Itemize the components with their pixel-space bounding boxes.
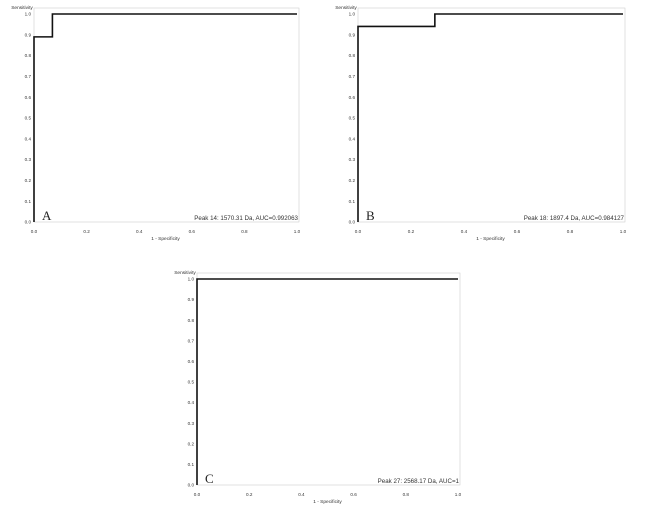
x-tick-label: 0.4 <box>298 492 305 497</box>
roc-curve <box>34 14 297 222</box>
y-tick-label: 0.0 <box>187 482 194 488</box>
x-tick-label: 0.6 <box>350 492 357 497</box>
y-tick-label: 0.2 <box>187 441 194 447</box>
y-tick-label: 0.4 <box>187 400 194 406</box>
panel-letter: B <box>366 208 375 223</box>
y-tick-label: 0.4 <box>24 136 31 142</box>
y-tick-label: 0.8 <box>24 53 31 59</box>
x-axis-title: 1 - Specificity <box>476 237 505 242</box>
y-tick-label: 1.0 <box>24 11 31 17</box>
y-axis-title: Sensitivity <box>11 6 33 11</box>
auc-annotation: Peak 27: 2568.17 Da, AUC=1 <box>377 478 459 485</box>
y-tick-label: 0.1 <box>348 198 355 204</box>
x-tick-label: 0.2 <box>246 492 253 497</box>
y-tick-label: 0.9 <box>348 32 355 38</box>
x-tick-label: 1.0 <box>454 492 462 497</box>
y-tick-label: 0.7 <box>24 74 31 79</box>
y-axis-title: Sensitivity <box>174 271 196 276</box>
y-tick-label: 0.2 <box>24 178 31 183</box>
x-tick-label: 0.8 <box>241 229 248 234</box>
y-tick-label: 0.9 <box>187 297 194 303</box>
x-tick-label: 0.0 <box>193 492 201 497</box>
x-axis-title: 1 - Specificity <box>151 237 180 242</box>
panel-letter: C <box>205 471 214 486</box>
x-tick-label: 1.0 <box>293 229 301 234</box>
roc-curve <box>197 279 458 485</box>
roc-panel-a <box>11 5 300 242</box>
roc-panel-b <box>335 5 626 242</box>
y-tick-label: 0.4 <box>348 136 355 142</box>
x-tick-label: 0.0 <box>354 229 362 234</box>
x-axis-title: 1 - Specificity <box>313 500 342 505</box>
plot-frame <box>197 273 460 485</box>
y-tick-label: 1.0 <box>348 11 355 17</box>
y-tick-label: 0.5 <box>348 115 355 121</box>
y-tick-label: 0.0 <box>24 219 31 225</box>
y-tick-label: 0.6 <box>24 94 31 100</box>
plot-frame <box>34 8 299 222</box>
x-tick-label: 0.8 <box>402 492 409 497</box>
roc-panel-c <box>174 270 461 505</box>
y-tick-label: 0.2 <box>348 178 355 183</box>
x-tick-label: 1.0 <box>619 229 627 234</box>
y-tick-label: 0.3 <box>24 157 31 163</box>
y-tick-label: 0.7 <box>348 74 355 79</box>
panel-letter: A <box>42 208 52 223</box>
y-axis-title: Sensitivity <box>335 6 357 11</box>
y-tick-label: 1.0 <box>187 276 194 282</box>
y-tick-label: 0.9 <box>24 32 31 38</box>
x-tick-label: 0.6 <box>188 229 195 234</box>
x-tick-label: 0.2 <box>407 229 415 234</box>
auc-annotation: Peak 14: 1570.31 Da, AUC=0.992063 <box>194 215 298 222</box>
auc-annotation: Peak 18: 1897.4 Da, AUC=0.984127 <box>523 215 624 222</box>
plot-frame <box>358 8 625 222</box>
y-tick-label: 0.3 <box>187 420 194 426</box>
roc-curve <box>358 14 623 222</box>
y-tick-label: 0.8 <box>348 53 355 59</box>
x-tick-label: 0.6 <box>513 229 521 234</box>
y-tick-label: 0.1 <box>187 462 194 467</box>
y-tick-label: 0.0 <box>348 219 355 225</box>
x-tick-label: 0.4 <box>136 229 143 234</box>
x-tick-label: 0.2 <box>83 229 90 234</box>
y-tick-label: 0.8 <box>187 317 194 323</box>
x-tick-label: 0.8 <box>566 229 574 234</box>
y-tick-label: 0.1 <box>24 198 31 204</box>
y-tick-label: 0.3 <box>348 157 355 163</box>
x-tick-label: 0.4 <box>460 229 468 234</box>
x-tick-label: 0.0 <box>30 229 38 234</box>
y-tick-label: 0.6 <box>348 94 355 100</box>
y-tick-label: 0.6 <box>187 359 194 364</box>
y-tick-label: 0.7 <box>187 338 194 344</box>
y-tick-label: 0.5 <box>24 115 31 121</box>
y-tick-label: 0.5 <box>187 379 194 385</box>
